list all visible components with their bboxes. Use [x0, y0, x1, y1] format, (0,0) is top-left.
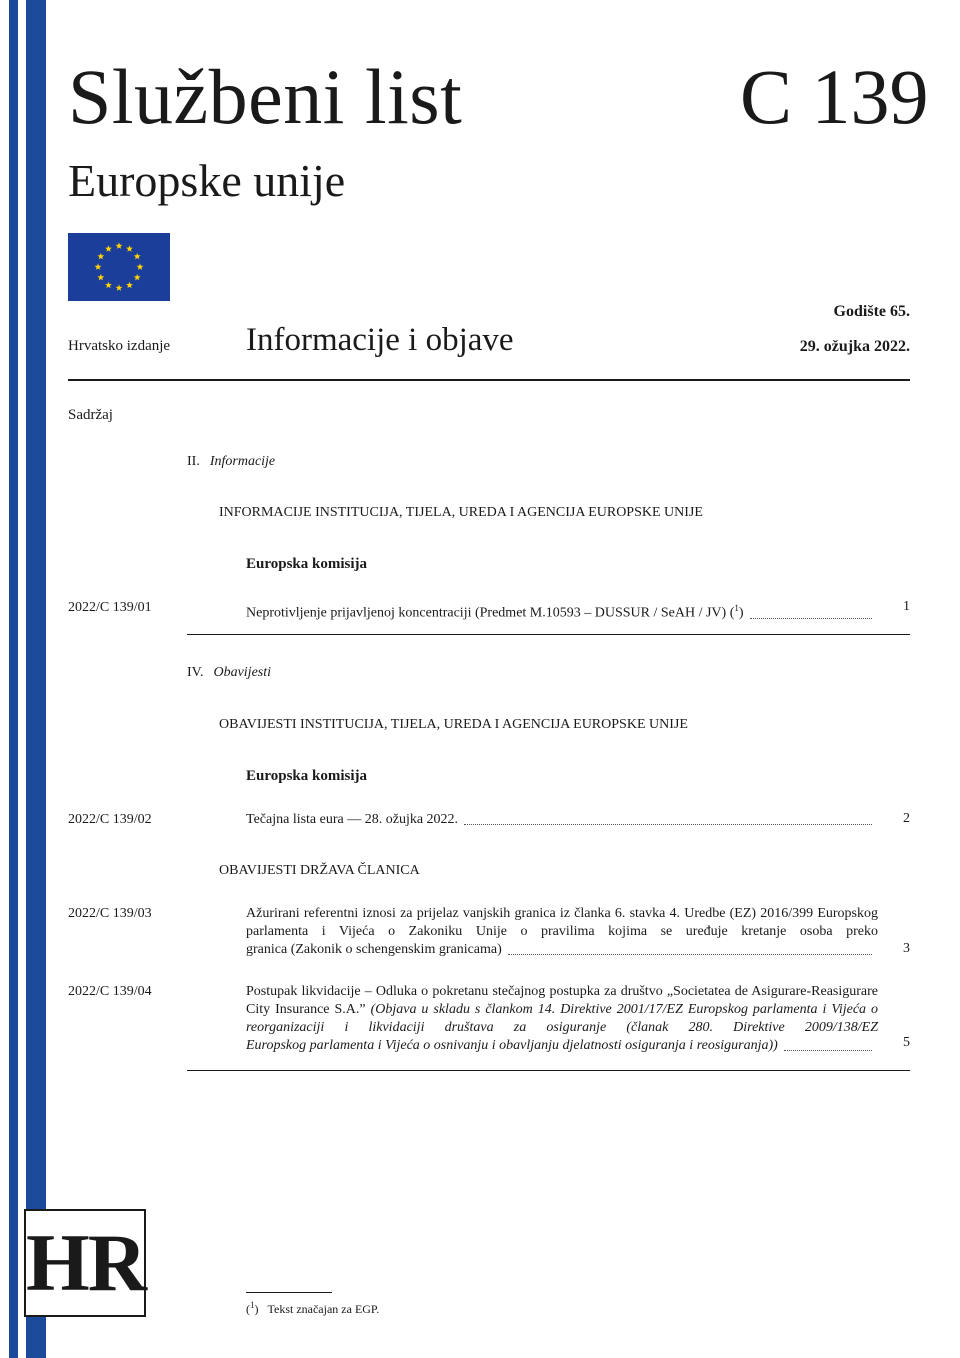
- entry-title-line: granica (Zakonik o schengenskim granicama): [246, 942, 502, 957]
- section-heading-eu-institutions: OBAVIJESTI INSTITUCIJA, TIJELA, UREDA I AGENCIJA EUROPSKE UNIJE: [219, 717, 688, 732]
- flag-star: [97, 274, 104, 281]
- issue-number: C 139: [740, 53, 929, 140]
- part-divider: [187, 634, 910, 635]
- entry-id: 2022/C 139/04: [68, 984, 152, 999]
- footnote-text: Tekst značajan za EGP.: [267, 1302, 380, 1316]
- journal-subtitle: Europske unije: [68, 155, 346, 206]
- subheading-commission: Europska komisija: [246, 768, 368, 784]
- issue-date: 29. ožujka 2022.: [799, 338, 910, 355]
- part-roman: II.: [187, 454, 200, 469]
- subheading-commission: Europska komisija: [246, 556, 368, 572]
- entry-title-link[interactable]: [246, 905, 878, 959]
- eu-flag-icon: [68, 233, 170, 301]
- section-heading-member-states: OBAVIJESTI DRŽAVA ČLANICA: [219, 863, 420, 878]
- entry-title-link[interactable]: [246, 811, 878, 829]
- entry-title: Tečajna lista eura — 28. ožujka 2022.: [246, 812, 459, 827]
- leader-dots: [464, 824, 872, 825]
- entry-page-number: 3: [903, 941, 910, 956]
- footnote-mark: 1: [250, 1300, 255, 1310]
- edition-label: Hrvatsko izdanje: [68, 338, 171, 354]
- part-heading-iv: [187, 665, 271, 681]
- part-divider: [187, 1070, 910, 1071]
- flag-star: [134, 274, 141, 281]
- leader-dots: [750, 618, 872, 619]
- part-name: Obavijesti: [213, 665, 272, 680]
- leader-dots: [508, 954, 872, 955]
- entry-title-body: [246, 983, 878, 1037]
- entry-title-italic: (Objava u skladu s člankom 14. Direktive 2001/17/EZ Europskog parlamenta i Vijeća o reorganizaciji i likvidaciji društava za osiguranje (članak 280. Direktive 2009/138/EZ: [246, 1002, 879, 1035]
- footnote-divider: [246, 1292, 332, 1293]
- entry-title-link[interactable]: [246, 983, 878, 1055]
- flag-star: [134, 253, 141, 260]
- entry-page-number: 1: [903, 599, 910, 614]
- part-heading-ii: [187, 454, 275, 470]
- flag-star: [126, 245, 133, 252]
- flag-star: [116, 284, 123, 291]
- left-blue-stripe-thin: [9, 0, 18, 1358]
- contents-label: Sadržaj: [68, 407, 113, 423]
- flag-star: [105, 245, 112, 252]
- entry-page-number: 2: [903, 811, 910, 826]
- entry-id: 2022/C 139/02: [68, 812, 152, 827]
- language-code: HR: [26, 1217, 145, 1308]
- flag-star: [137, 263, 144, 270]
- left-blue-stripe-thick: [26, 0, 46, 1358]
- language-code-box: [24, 1209, 146, 1317]
- flag-star: [126, 282, 133, 289]
- entry-id: 2022/C 139/03: [68, 906, 152, 921]
- flag-star: [116, 242, 123, 249]
- journal-title: Službeni list: [68, 53, 463, 140]
- volume-year: Godište 65.: [833, 303, 910, 320]
- leader-dots: [784, 1050, 872, 1051]
- entry-page-number: 5: [903, 1035, 910, 1050]
- flag-star: [95, 263, 102, 270]
- part-name: Informacije: [209, 454, 276, 469]
- flag-star: [105, 282, 112, 289]
- entry-title-last-line: [246, 1037, 878, 1055]
- header-divider: [68, 379, 910, 381]
- entry-title-line: Europskog parlamenta i Vijeća o osnivanju i obavljanju djelatnosti osiguranja i reosiguranja)): [246, 1038, 778, 1053]
- footnote: ($^1$) Tekst značajan za EGP.: [246, 1300, 380, 1316]
- entry-title-last-line: [246, 941, 878, 959]
- entry-id: 2022/C 139/01: [68, 600, 152, 615]
- part-roman: IV.: [187, 665, 204, 680]
- entry-title-line: Ažurirani referentni iznosi za prijelaz vanjskih granica iz članka 6. stavka 4. Uredbe (EZ) 2016/399 Europskog parlamenta i Vijeća o Zakoniku Unije o pravilima kojima se uređuje kretanje osoba preko: [246, 906, 878, 939]
- entry-title-lead: Postupak likvidacije – Odluka o pokretanu stečajnog postupka za društvo „Societatea de Asigurare-Reasigurare City Insurance S.A.”: [246, 984, 878, 1017]
- footnote-ref[interactable]: 1: [734, 603, 739, 613]
- entry-title-link[interactable]: Neprotivljenje prijavljenoj koncentraciji (Predmet M.10593 – DUSSUR / SeAH / JV) ($^1$): [246, 599, 878, 623]
- entry-title: Neprotivljenje prijavljenoj koncentraciji (Predmet M.10593 – DUSSUR / SeAH / JV): [246, 605, 727, 621]
- series-title: Informacije i objave: [246, 322, 514, 358]
- flag-star: [97, 253, 104, 260]
- section-heading-eu-institutions: INFORMACIJE INSTITUCIJA, TIJELA, UREDA I AGENCIJA EUROPSKE UNIJE: [219, 505, 703, 520]
